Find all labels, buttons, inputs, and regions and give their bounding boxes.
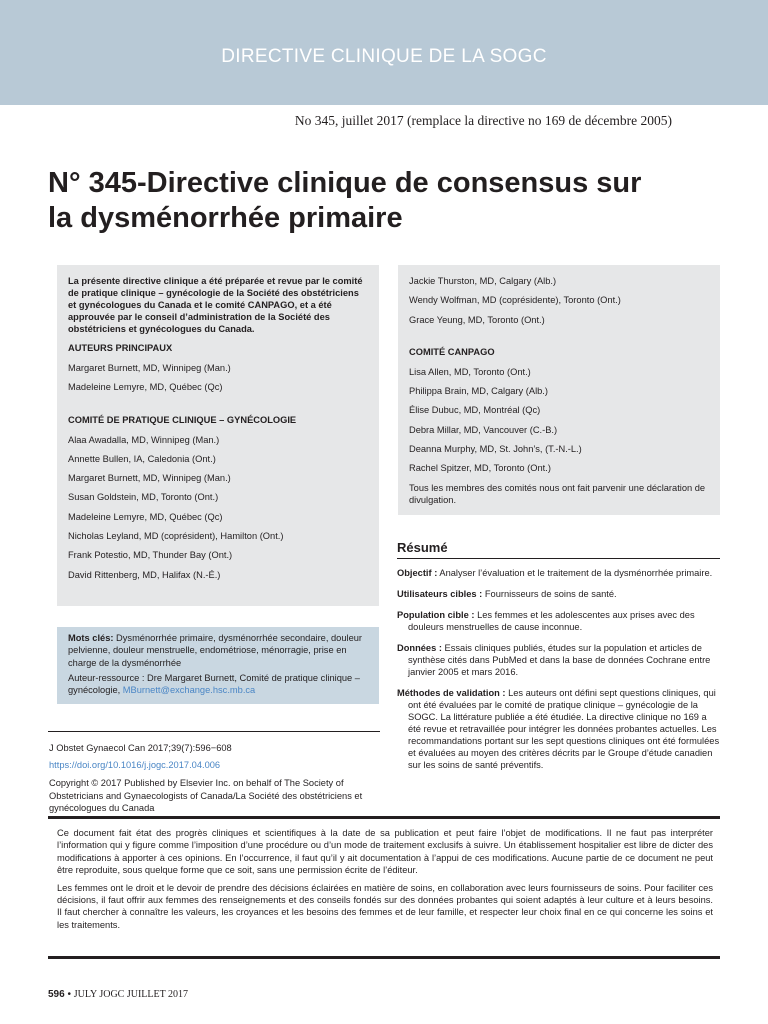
keywords-text: Dysménorrhée primaire, dysménorrhée secondaire, douleur pelvienne, douleur menstruelle, endométriose, ménorragie, prise en charge de la dysménorrhée xyxy=(68,633,363,668)
committee-member: David Rittenberg, MD, Halifax (N.-É.) xyxy=(68,569,221,580)
notice-bottom-rule xyxy=(48,956,720,959)
journal-citation: J Obstet Gynaecol Can 2017;39(7):596−608 xyxy=(49,743,232,753)
notice-block xyxy=(57,827,713,936)
doi-link[interactable]: https://doi.org/10.1016/j.jogc.2017.04.006 xyxy=(49,760,221,770)
resume-label: Méthodes de validation : xyxy=(397,688,506,698)
footer-journal: JULY JOGC JUILLET 2017 xyxy=(73,989,189,1000)
notice-paragraph: Les femmes ont le droit et le devoir de prendre des décisions éclairées en matière de soins, en collaboration avec leurs fournisseurs de soins. Pour faciliter ces décisions, il faut offrir aux femmes des renseignements et des conseils fondés sur des données probantes qui soient adaptés à leur culture et à leurs besoins. Il faut chercher à connaître les valeurs, les croyances et les besoins des femmes et de leur famille, et respecter leur choix final en ce qui concerne les soins et les traitements. xyxy=(57,882,713,930)
resume-text: Fournisseurs de soins de santé. xyxy=(482,589,617,599)
copyright-text: Copyright © 2017 Published by Elsevier Inc. on behalf of The Society of Obstetricians and Gynaecologists of Canada/La Société des obstétriciens et gynécologues du Canada xyxy=(49,778,363,813)
banner-title: DIRECTIVE CLINIQUE DE LA SOGC xyxy=(221,46,547,67)
canpago-member: Philippa Brain, MD, Calgary (Alb.) xyxy=(409,386,548,397)
page-number: 596 xyxy=(48,989,65,1000)
committee-member: Madeleine Lemyre, MD, Québec (Qc) xyxy=(68,511,223,522)
committee-member: Jackie Thurston, MD, Calgary (Alb.) xyxy=(409,276,557,286)
author-item: Madeleine Lemyre, MD, Québec (Qc) xyxy=(68,382,223,393)
canpago-member: Debra Millar, MD, Vancouver (C.-B.) xyxy=(409,424,558,435)
contact-email-link[interactable]: MBurnett@exchange.hsc.mb.ca xyxy=(122,685,256,696)
keywords-label: Mots clés: xyxy=(68,633,114,643)
resume-title: Résumé xyxy=(397,540,448,555)
contact-text: Auteur-ressource : Dre Margaret Burnett, Comité de pratique clinique – gynécologie, xyxy=(68,672,360,696)
keywords-box xyxy=(57,627,379,704)
notice-paragraph: Ce document fait état des progrès cliniques et scientifiques à la date de sa publication et peut faire l’objet de modifications. Il ne faut pas interpréter l’information qui y figure comme l’imposition d’une procédure ou d’un mode de traitement exclusifs à suivre. Un établissement hospitalier est libre de dicter des modifications à apporter à ces opinions. En l’occurrence, il faut qu’il y ait documentation à l’appui de ces modifications. Aucune partie de ce document ne peut être reproduite, sous quelque forme que ce soit, sans une permission écrite de l’éditeur. xyxy=(57,828,713,876)
committee-member: Margaret Burnett, MD, Winnipeg (Man.) xyxy=(68,473,231,484)
resume-text: Analyser l’évaluation et le traitement de la dysménorrhée primaire. xyxy=(437,568,713,578)
committee-heading: COMITÉ DE PRATIQUE CLINIQUE – GYNÉCOLOGIE xyxy=(68,414,297,425)
resume-item xyxy=(397,642,721,678)
authors-heading: AUTEURS PRINCIPAUX xyxy=(68,343,173,353)
committee-member: Susan Goldstein, MD, Toronto (Ont.) xyxy=(68,492,219,503)
contact-author xyxy=(68,672,371,697)
footer-bullet: • xyxy=(67,989,71,1000)
resume-item xyxy=(397,609,721,633)
resume-item xyxy=(397,687,721,771)
committee-member: Grace Yeung, MD, Toronto (Ont.) xyxy=(409,314,545,325)
author-item: Margaret Burnett, MD, Winnipeg (Man.) xyxy=(68,363,231,373)
resume-label: Objectif : xyxy=(397,568,438,578)
document-title xyxy=(48,166,728,236)
title-line-1: N° 345-Directive clinique de consensus sur xyxy=(48,167,642,199)
title-line-2: la dysménorrhée primaire xyxy=(48,202,403,234)
resume-text: Essais cliniques publiés, études sur la population et articles de synthèse cités dans PubMed et dans la base de données Cochrane entre janvier 2005 et mars 2016. xyxy=(408,643,711,677)
authors-box xyxy=(57,265,379,606)
resume-item xyxy=(397,588,721,600)
resume-label: Données : xyxy=(397,643,442,653)
resume-item xyxy=(397,567,721,579)
resume-label: Utilisateurs cibles : xyxy=(397,589,483,599)
committee-member: Alaa Awadalla, MD, Winnipeg (Man.) xyxy=(68,434,220,445)
committee-box xyxy=(398,265,720,515)
canpago-member: Rachel Spitzer, MD, Toronto (Ont.) xyxy=(409,463,551,474)
committee-member: Wendy Wolfman, MD (coprésidente), Toronto (Ont.) xyxy=(409,295,621,306)
divider xyxy=(48,731,380,732)
canpago-member: Lisa Allen, MD, Toronto (Ont.) xyxy=(409,366,531,377)
committee-member: Nicholas Leyland, MD (coprésident), Hamilton (Ont.) xyxy=(68,531,284,542)
resume-divider xyxy=(397,558,720,559)
resume-label: Population cible : xyxy=(397,610,475,620)
canpago-member: Élise Dubuc, MD, Montréal (Qc) xyxy=(409,405,541,416)
issue-line: No 345, juillet 2017 (remplace la directive no 169 de décembre 2005) xyxy=(294,113,672,128)
header-banner xyxy=(0,0,768,105)
notice-top-rule xyxy=(48,816,720,819)
disclosure-text: Tous les membres des comités nous ont fait parvenir une déclaration de divulgation. xyxy=(409,482,706,505)
keywords xyxy=(68,632,371,669)
resume-text: Les auteurs ont défini sept questions cliniques, qui ont été évaluées par le comité de pratique clinique – gynécologie de la SOGC. La littérature publiée a été étudiée. La directive clinique no 169 a été revue et retravaillée pour intégrer les données probantes actuelles. Les recommandations portant sur les sept questions cliniques ont été formulées et évaluées au moyen des critères décrits par le Groupe d’étude canadien sur les soins de santé préventifs. xyxy=(408,688,720,770)
resume-text: Les femmes et les adolescentes aux prises avec des douleurs menstruelles de cause inconnue. xyxy=(408,610,695,632)
committee-member: Annette Bullen, IA, Caledonia (Ont.) xyxy=(68,453,216,464)
canpago-heading: COMITÉ CANPAGO xyxy=(409,346,495,357)
intro-text: La présente directive clinique a été préparée et revue par le comité de pratique clinique – gynécologie de la Société des obstétriciens et gynécologues du Canada et le comité CANPAGO, et a été approuvée par le conseil d’administration de la Société des obstétriciens et gynécologues du Canada. xyxy=(68,276,363,334)
canpago-member: Deanna Murphy, MD, St. John’s, (T.-N.-L.) xyxy=(409,444,582,455)
page-footer xyxy=(48,989,188,1000)
resume-body xyxy=(397,567,721,780)
committee-member: Frank Potestio, MD, Thunder Bay (Ont.) xyxy=(68,550,233,561)
